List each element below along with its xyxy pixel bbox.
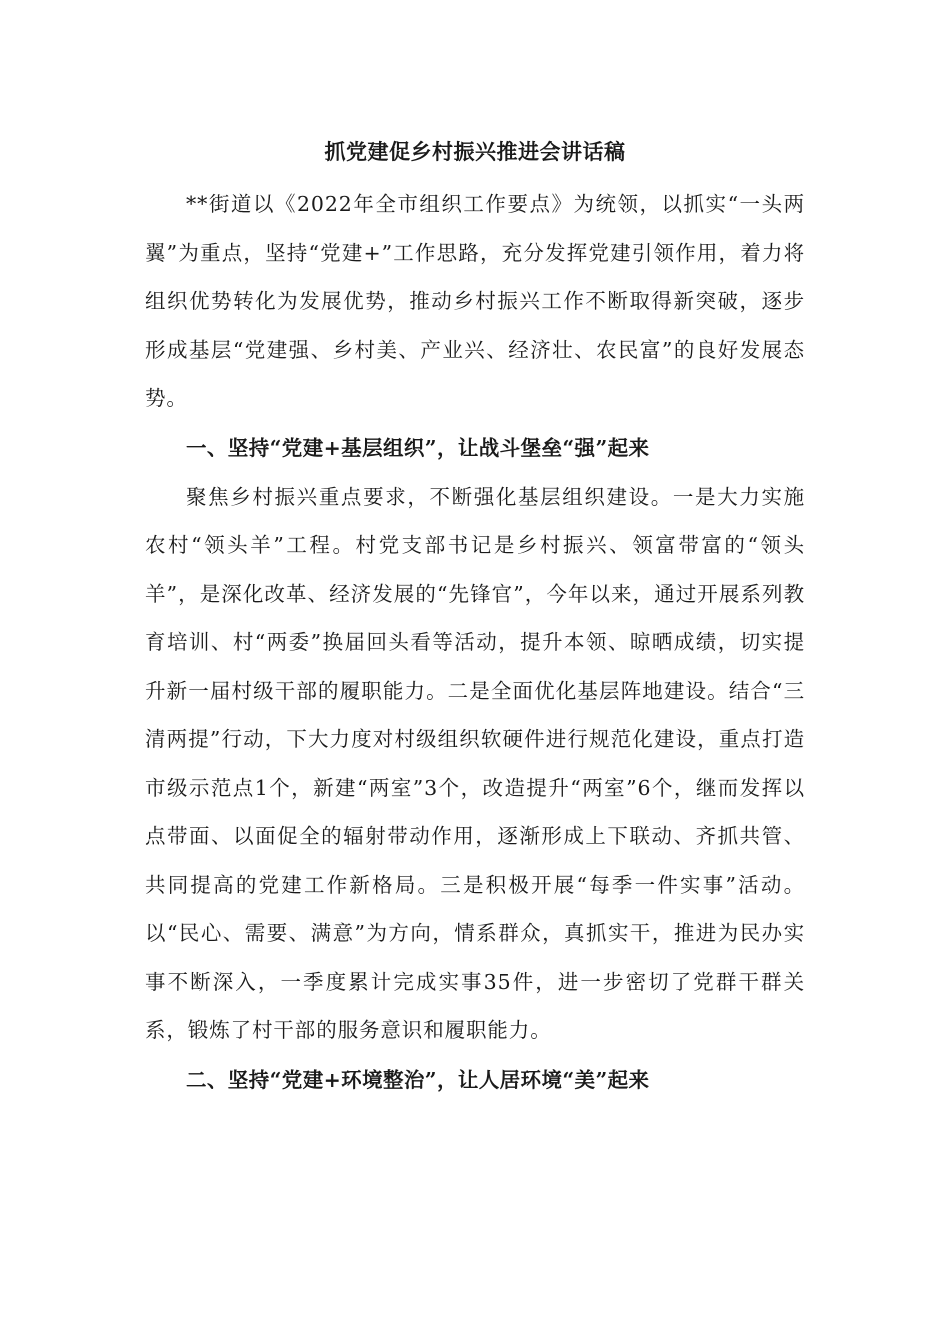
document-title: 抓党建促乡村振兴推进会讲话稿: [324, 139, 626, 164]
section-1-paragraph: 聚焦乡村振兴重点要求，不断强化基层组织建设。一是大力实施农村“领头羊”工程。村党支部书记是乡村振兴、领富带富的“领头羊”，是深化改革、经济发展的“先锋官”，今年以来，通过开展系列教育培训、村“两委”换届回头看等活动，提升本领、晾晒成绩，切实提升新一届村级干部的履职能力。二是全面优化基层阵地建设。结合“三清两提”行动，下大力度对村级组织软硬件进行规范化建设，重点打造市级示范点1个，新建“两室”3个，改造提升“两室”6个，继而发挥以点带面、以面促全的辐射带动作用，逐渐形成上下联动、齐抓共管、共同提高的党建工作新格局。三是积极开展“每季一件实事”活动。以“民心、需要、满意”为方向，情系群众，真抓实干，推进为民办实事不断深入，一季度累计完成实事35件，进一步密切了党群干群关系，锻炼了村干部的服务意识和履职能力。: [145, 484, 805, 1042]
intro-paragraph: **街道以《2022年全市组织工作要点》为统领，以抓实“一头两翼”为重点，坚持“党建+”工作思路，充分发挥党建引领作用，着力将组织优势转化为发展优势，推动乡村振兴工作不断取得新突破，逐步形成基层“党建强、乡村美、产业兴、经济壮、农民富”的良好发展态势。: [145, 192, 805, 410]
section-heading-1: 一、坚持“党建+基层组织”，让战斗堡垒“强”起来: [186, 435, 650, 460]
section-heading-2: 二、坚持“党建+环境整治”，让人居环境“美”起来: [186, 1067, 650, 1092]
document-body: [145, 180, 805, 1105]
